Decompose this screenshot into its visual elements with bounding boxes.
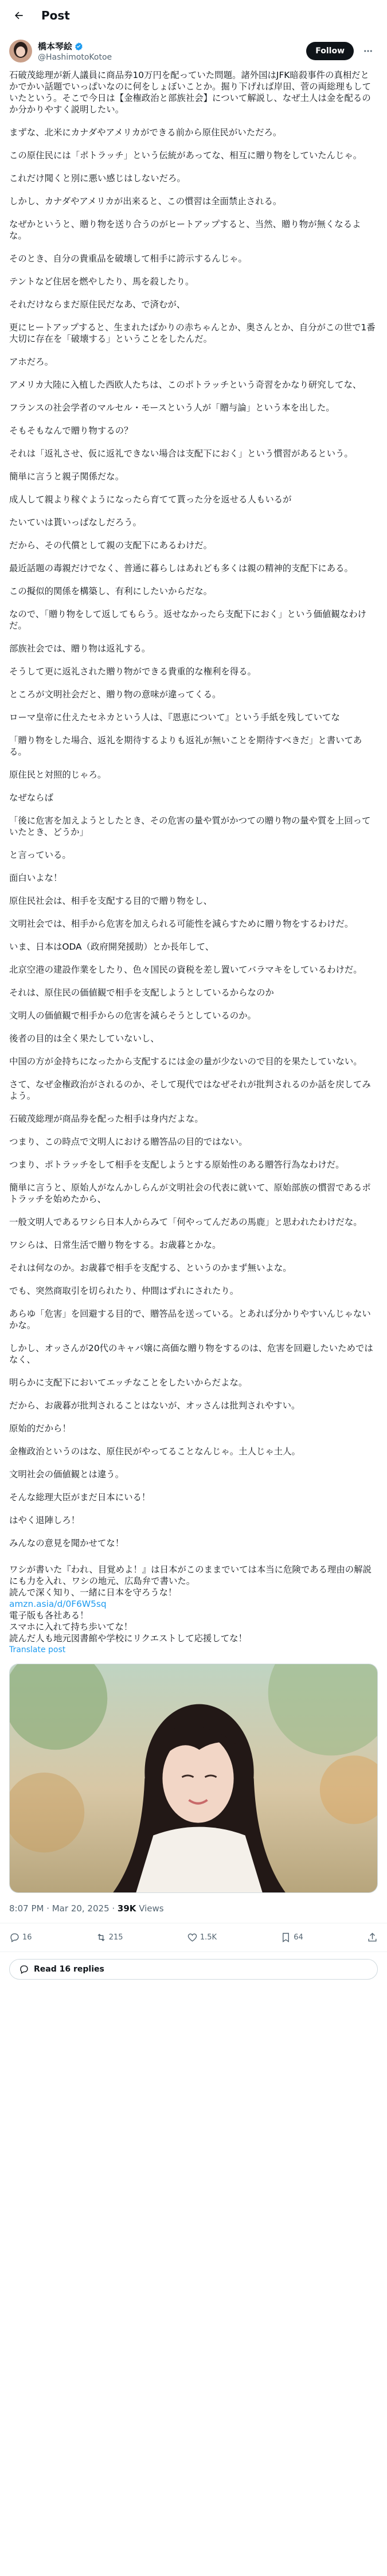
verified-badge-icon [74, 42, 83, 51]
post-paragraph: つまり、この時点で文明人における贈答品の目的ではない。 [9, 1137, 248, 1147]
post-paragraph: まずな、北米にカナダやアメリカができる前から原住民がいただろ。 [9, 127, 282, 138]
post-paragraph: ローマ皇帝に仕えたセネカという人は、『恩恵について』という手紙を残していてな [9, 712, 340, 723]
post-paragraph: しかし、オッさんが20代のキャバ嬢に高価な贈り物をするのは、危害を回避したいためではなく、 [9, 1343, 373, 1365]
post-paragraph: 原始的だから！ [9, 1423, 71, 1434]
post-paragraph: 金権政治というのはな、原住民がやってることなんじゃ。土人じゃ土人。 [9, 1446, 300, 1457]
post-paragraph: 後者の目的は全く果たしていないし、 [9, 1033, 159, 1044]
like-button[interactable] [187, 1932, 217, 1943]
like-count: 1.5K [200, 1933, 217, 1942]
post-paragraph: これだけ聞くと別に悪い感じはしないだろ。 [9, 173, 186, 184]
post-paragraph: はやく退陣しろ！ [9, 1515, 80, 1525]
post-paragraph: 原住民と対照的じゃろ。 [9, 770, 107, 780]
post-paragraph: 石破茂総理が新人議員に商品券10万円を配っていた問題。諸外国はJFK暗殺事件の真相だとかでかい話題でいっぱいなのに何をしょぼいことか。掘り下げれば岸田、菅の両総理もしていたという。そこで今日は【金権政治と部族社会】について解説し、なぜ土人は金を配るのか分かりやすく説明したい。 [9, 70, 372, 115]
repost-button[interactable] [96, 1932, 123, 1943]
post-image[interactable] [9, 1664, 378, 1893]
share-icon [367, 1932, 378, 1943]
post-paragraph: 文明社会では、相手から危害を加えられる可能性を減らすために贈り物をするわけだ。 [9, 919, 354, 929]
back-button[interactable] [9, 6, 29, 25]
post-paragraph: さて、なぜ金権政治がされるのか、そして現代ではなぜそれが批判されるのか話を戻してみよう。 [9, 1079, 371, 1101]
avatar[interactable] [9, 40, 32, 63]
more-horizontal-icon [363, 46, 373, 56]
post-paragraph: テントなど住居を燃やしたり、馬を殺したり。 [9, 276, 194, 287]
page-title: Post [41, 8, 70, 22]
more-options-button[interactable] [358, 41, 378, 61]
follow-button[interactable]: Follow [306, 42, 354, 60]
post-paragraph: フランスの社会学者のマルセル・モースという人が「贈与論」という本を出した。 [9, 403, 335, 413]
top-bar [0, 0, 387, 30]
post-paragraph: 文明人の価値観で相手からの危害を減らそうとしているのか。 [9, 1010, 256, 1021]
closing-line: ワシが書いた『われ、目覚めよ！』は日本がこのままでいては本当に危険である理由の解説にも力を入れ、ワシの地元、広島弁で書いた。 [9, 1564, 372, 1586]
closing-line: 読んだ人も地元図書館や学校にリクエストして応援してな！ [9, 1633, 247, 1644]
post-paragraph: そもそもなんで贈り物するの？ [9, 426, 133, 436]
portrait-photo [10, 1664, 377, 1892]
comment-icon [19, 1964, 29, 1974]
post-paragraph: この擬似的関係を構築し、有利にしたいからだな。 [9, 586, 212, 596]
post-timestamp[interactable]: 8:07 PM · Mar 20, 2025 · [9, 1903, 118, 1914]
post-paragraph: 中国の方が金持ちになったから支配するには金の量が少ないので目的を果たしていない。 [9, 1056, 362, 1067]
post-paragraph: そうして更に返礼された贈り物ができる貴重的な権利を得る。 [9, 666, 256, 677]
post-paragraph: 最近話題の毒親だけでなく、普通に暮らしはあれども多くは親の精神的支配下にある。 [9, 563, 353, 573]
post-metadata [0, 1893, 387, 1923]
post-paragraph: だから、その代償として親の支配下にあるわけだ。 [9, 540, 212, 551]
author-handle: @HashimotoKotoe [38, 53, 112, 62]
post-paragraph: 面白いよな！ [9, 873, 62, 883]
read-replies-button[interactable] [9, 1959, 378, 1980]
post-paragraph: 更にヒートアップすると、生まれたばかりの赤ちゃんとか、奥さんとか、自分がこの世で1番大切に存在を「破壊する」ということをしたんだ。 [9, 322, 376, 344]
post-paragraph: みんなの意見を聞かせてな！ [9, 1538, 124, 1548]
post-paragraph: 文明社会の価値観とは違う。 [9, 1469, 124, 1480]
post-paragraph: この原住民には「ポトラッチ」という伝統があってな、相互に贈り物をしていたんじゃ。 [9, 150, 362, 161]
translate-post-link[interactable]: Translate post [9, 1645, 66, 1654]
post-paragraph: それだけならまだ原住民だなあ、で済むが、 [9, 299, 186, 310]
post-paragraph: あらゆ「危害」を回避する目的で、贈答品を送っている。とあれば分かりやすいんじゃないかな。 [9, 1309, 371, 1330]
post-paragraph: 簡単に言うと、原始人がなんかしらんが文明社会の代表に就いて、原始部族の慣習であるポトラッチを始めたから、 [9, 1182, 371, 1204]
post-paragraph: と言っている。 [9, 850, 71, 860]
post-paragraph: 「後に危害を加えようとしたとき、その危害の量や質がかつての贈り物の量や質を上回っていたとき、どうか」 [9, 815, 371, 837]
repost-count: 215 [108, 1933, 123, 1942]
views-label: Views [136, 1903, 164, 1914]
bookmark-button[interactable] [280, 1932, 303, 1943]
heart-icon [187, 1932, 198, 1943]
reply-button[interactable] [9, 1932, 32, 1943]
post-paragraph: 「贈り物をした場合、返礼を期待するよりも返礼が無いことを期待すべきだ」と書いてある。 [9, 735, 362, 757]
bookmark-icon [280, 1932, 291, 1943]
post-paragraph: それは「返礼させ、仮に返礼できない場合は支配下におく」という慣習があるという。 [9, 448, 353, 459]
post-paragraph: ワシらは、日常生活で贈り物をする。お歳暮とかな。 [9, 1240, 221, 1250]
post-paragraph: 北京空港の建設作業をしたり、色々国民の資税を差し置いてバラマキをしているわけだ。 [9, 965, 362, 975]
author-info [38, 40, 306, 62]
reply-icon [9, 1932, 20, 1943]
post-paragraph: いま、日本はODA（政府開発援助）とか長年して、 [9, 942, 214, 952]
closing-line: 読んで深く知り、一緒に日本を守ろうな！ [9, 1587, 177, 1598]
post-paragraph: アホだろ。 [9, 357, 53, 367]
bookmark-count: 64 [294, 1933, 303, 1942]
author-name[interactable] [38, 40, 306, 52]
post-paragraph: そのとき、自分の貴重品を破壊して相手に誇示するんじゃ。 [9, 253, 247, 264]
post-paragraph: なぜかというと、贈り物を送り合うのがヒートアップすると、当然、贈り物が無くなるよな。 [9, 219, 361, 241]
post-paragraph: 明らかに支配下においてエッチなことをしたいからだよな。 [9, 1377, 248, 1388]
post-paragraph: 部族社会では、贈り物は返礼する。 [9, 643, 151, 654]
post-closing [0, 1560, 387, 1654]
post-paragraph: なぜならば [9, 793, 53, 803]
post-paragraph: なので、「贈り物をして返してもらう。返せなかったら支配下におく」という価値観なわけだ。 [9, 609, 367, 631]
repost-icon [96, 1932, 107, 1943]
post-paragraph: つまり、ポトラッチをして相手を支配しようとする原始性のある贈答行為なわけだ。 [9, 1160, 345, 1170]
amazon-link[interactable]: amzn.asia/d/0F6W5sq [9, 1599, 107, 1609]
post-paragraph: ところが文明社会だと、贈り物の意味が違ってくる。 [9, 689, 221, 700]
closing-line: スマホに入れて持ち歩いてな！ [9, 1622, 133, 1632]
arrow-left-icon [13, 10, 25, 21]
author-name-text: 橋本琴絵 [38, 41, 73, 52]
view-count: 39K [117, 1903, 136, 1914]
read-replies-label: Read 16 replies [34, 1965, 104, 1974]
post-paragraph: 一般文明人であるワシら日本人からみて「何やってんだあの馬鹿」と思われたわけだな。 [9, 1217, 362, 1227]
post-paragraph: たいていは貰いっぱなしだろう。 [9, 517, 142, 528]
reply-count: 16 [22, 1933, 32, 1942]
post-paragraph: でも、突然商取引を切られたり、仲間はずれにされたり。 [9, 1286, 239, 1296]
author-row [0, 30, 387, 66]
post-paragraph: 成人して親より稼ぐようになったら育てて貰った分を返せる人もいるが [9, 494, 292, 505]
share-button[interactable] [367, 1932, 378, 1943]
post-paragraph: しかし、カナダやアメリカが出来ると、この慣習は全面禁止される。 [9, 196, 282, 206]
post-paragraph: 原住民社会は、相手を支配する目的で贈り物をし、 [9, 896, 212, 906]
post-paragraph: 簡単に言うと親子関係だな。 [9, 471, 124, 482]
action-bar [0, 1923, 387, 1952]
post-paragraph: それは何なのか。お歳暮で相手を支配する、というのかまず無いよな。 [9, 1263, 292, 1273]
post-paragraph: アメリカ大陸に入植した西欧人たちは、このポトラッチという奇習をかなり研究してな、 [9, 380, 362, 390]
closing-line: 電子版も各社ある！ [9, 1610, 89, 1621]
post-paragraph: それは、原住民の価値観で相手を支配しようとしているからなのか [9, 988, 274, 998]
post-text [0, 66, 387, 1549]
post-paragraph: だから、お歳暮が批判されることはないが、オッさんは批判されやすい。 [9, 1400, 300, 1411]
post-paragraph: 石破茂総理が商品券を配った相手は身内だよな。 [9, 1114, 204, 1124]
post-paragraph: そんな総理大臣がまだ日本にいる！ [9, 1492, 151, 1502]
